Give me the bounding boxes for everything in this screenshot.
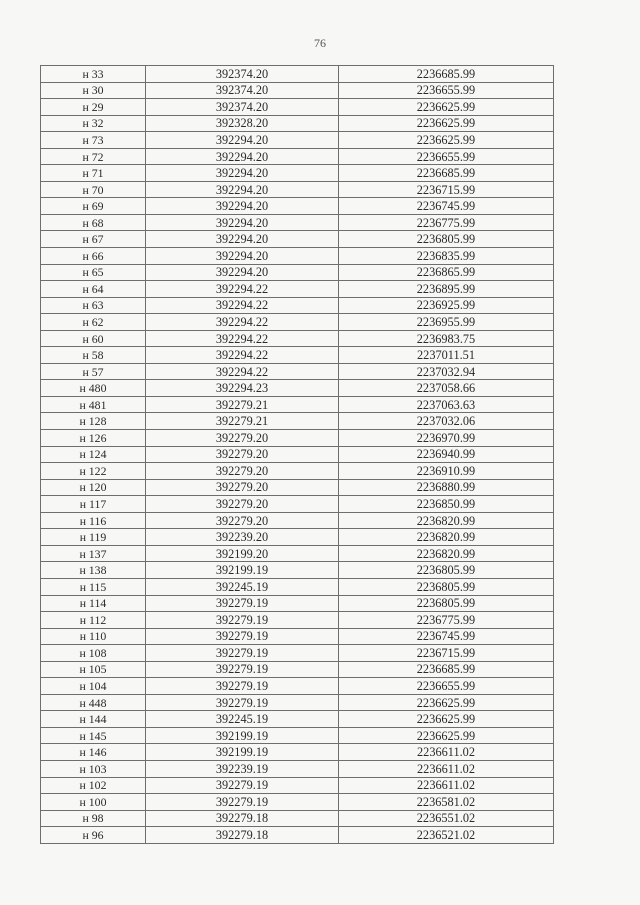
point-id-cell: н 110: [41, 628, 146, 645]
point-id-cell: н 103: [41, 760, 146, 777]
y-coordinate-cell: 2236685.99: [339, 66, 554, 83]
point-id-cell: н 68: [41, 214, 146, 231]
point-id-cell: н 30: [41, 82, 146, 99]
point-id-cell: н 116: [41, 512, 146, 529]
y-coordinate-cell: 2237032.06: [339, 413, 554, 430]
x-coordinate-cell: 392279.19: [146, 661, 339, 678]
x-coordinate-cell: 392279.19: [146, 794, 339, 811]
x-coordinate-cell: 392294.20: [146, 165, 339, 182]
table-row: [41, 760, 554, 777]
point-id-cell: н 117: [41, 496, 146, 513]
point-id-cell: н 29: [41, 99, 146, 116]
point-id-cell: н 67: [41, 231, 146, 248]
y-coordinate-cell: 2237058.66: [339, 380, 554, 397]
x-coordinate-cell: 392294.22: [146, 347, 339, 364]
table-row: [41, 496, 554, 513]
table-row: [41, 165, 554, 182]
y-coordinate-cell: 2236581.02: [339, 794, 554, 811]
y-coordinate-cell: 2236625.99: [339, 711, 554, 728]
x-coordinate-cell: 392294.22: [146, 363, 339, 380]
x-coordinate-cell: 392279.19: [146, 612, 339, 629]
x-coordinate-cell: 392294.22: [146, 330, 339, 347]
y-coordinate-cell: 2236685.99: [339, 661, 554, 678]
x-coordinate-cell: 392279.20: [146, 512, 339, 529]
coordinates-table: [40, 65, 554, 844]
x-coordinate-cell: 392279.18: [146, 810, 339, 827]
x-coordinate-cell: 392294.22: [146, 297, 339, 314]
x-coordinate-cell: 392279.19: [146, 595, 339, 612]
point-id-cell: н 32: [41, 115, 146, 132]
point-id-cell: н 104: [41, 678, 146, 695]
table-row: [41, 231, 554, 248]
table-row: [41, 297, 554, 314]
y-coordinate-cell: 2236925.99: [339, 297, 554, 314]
point-id-cell: н 60: [41, 330, 146, 347]
table-row: [41, 562, 554, 579]
y-coordinate-cell: 2236820.99: [339, 512, 554, 529]
y-coordinate-cell: 2236745.99: [339, 628, 554, 645]
y-coordinate-cell: 2236521.02: [339, 827, 554, 844]
y-coordinate-cell: 2236715.99: [339, 181, 554, 198]
y-coordinate-cell: 2236970.99: [339, 430, 554, 447]
x-coordinate-cell: 392279.19: [146, 694, 339, 711]
y-coordinate-cell: 2237063.63: [339, 396, 554, 413]
point-id-cell: н 66: [41, 248, 146, 265]
y-coordinate-cell: 2236910.99: [339, 463, 554, 480]
point-id-cell: н 481: [41, 396, 146, 413]
y-coordinate-cell: 2236625.99: [339, 727, 554, 744]
point-id-cell: н 112: [41, 612, 146, 629]
y-coordinate-cell: 2236625.99: [339, 99, 554, 116]
y-coordinate-cell: 2236625.99: [339, 694, 554, 711]
table-row: [41, 512, 554, 529]
point-id-cell: н 73: [41, 132, 146, 149]
x-coordinate-cell: 392374.20: [146, 99, 339, 116]
y-coordinate-cell: 2236850.99: [339, 496, 554, 513]
y-coordinate-cell: 2236895.99: [339, 281, 554, 298]
x-coordinate-cell: 392328.20: [146, 115, 339, 132]
x-coordinate-cell: 392199.19: [146, 727, 339, 744]
point-id-cell: н 144: [41, 711, 146, 728]
point-id-cell: н 108: [41, 645, 146, 662]
table-row: [41, 380, 554, 397]
table-row: [41, 612, 554, 629]
y-coordinate-cell: 2236715.99: [339, 645, 554, 662]
table-row: [41, 99, 554, 116]
x-coordinate-cell: 392239.19: [146, 760, 339, 777]
table-row: [41, 314, 554, 331]
table-row: [41, 678, 554, 695]
x-coordinate-cell: 392294.20: [146, 148, 339, 165]
table-row: [41, 446, 554, 463]
y-coordinate-cell: 2236655.99: [339, 82, 554, 99]
table-row: [41, 744, 554, 761]
y-coordinate-cell: 2236940.99: [339, 446, 554, 463]
x-coordinate-cell: 392294.20: [146, 264, 339, 281]
x-coordinate-cell: 392199.19: [146, 744, 339, 761]
table-row: [41, 82, 554, 99]
x-coordinate-cell: 392279.19: [146, 628, 339, 645]
point-id-cell: н 58: [41, 347, 146, 364]
point-id-cell: н 102: [41, 777, 146, 794]
table-row: [41, 827, 554, 844]
table-row: [41, 711, 554, 728]
x-coordinate-cell: 392294.20: [146, 231, 339, 248]
y-coordinate-cell: 2236745.99: [339, 198, 554, 215]
y-coordinate-cell: 2237032.94: [339, 363, 554, 380]
point-id-cell: н 70: [41, 181, 146, 198]
point-id-cell: н 71: [41, 165, 146, 182]
x-coordinate-cell: 392279.20: [146, 446, 339, 463]
point-id-cell: н 33: [41, 66, 146, 83]
point-id-cell: н 65: [41, 264, 146, 281]
point-id-cell: н 115: [41, 578, 146, 595]
table-row: [41, 363, 554, 380]
x-coordinate-cell: 392279.21: [146, 413, 339, 430]
table-row: [41, 578, 554, 595]
point-id-cell: н 146: [41, 744, 146, 761]
y-coordinate-cell: 2236611.02: [339, 777, 554, 794]
y-coordinate-cell: 2236775.99: [339, 612, 554, 629]
table-row: [41, 430, 554, 447]
table-row: [41, 214, 554, 231]
y-coordinate-cell: 2236835.99: [339, 248, 554, 265]
x-coordinate-cell: 392294.20: [146, 248, 339, 265]
table-row: [41, 413, 554, 430]
y-coordinate-cell: 2236625.99: [339, 115, 554, 132]
point-id-cell: н 145: [41, 727, 146, 744]
x-coordinate-cell: 392279.20: [146, 479, 339, 496]
table-row: [41, 396, 554, 413]
point-id-cell: н 100: [41, 794, 146, 811]
point-id-cell: н 62: [41, 314, 146, 331]
y-coordinate-cell: 2236820.99: [339, 545, 554, 562]
point-id-cell: н 128: [41, 413, 146, 430]
point-id-cell: н 126: [41, 430, 146, 447]
table-row: [41, 330, 554, 347]
x-coordinate-cell: 392245.19: [146, 711, 339, 728]
x-coordinate-cell: 392279.20: [146, 430, 339, 447]
table-row: [41, 132, 554, 149]
y-coordinate-cell: 2237011.51: [339, 347, 554, 364]
x-coordinate-cell: 392294.22: [146, 314, 339, 331]
y-coordinate-cell: 2236820.99: [339, 529, 554, 546]
table-row: [41, 645, 554, 662]
x-coordinate-cell: 392279.19: [146, 777, 339, 794]
table-row: [41, 148, 554, 165]
table-row: [41, 694, 554, 711]
table-row: [41, 727, 554, 744]
table-row: [41, 347, 554, 364]
y-coordinate-cell: 2236983.75: [339, 330, 554, 347]
point-id-cell: н 480: [41, 380, 146, 397]
point-id-cell: н 72: [41, 148, 146, 165]
x-coordinate-cell: 392245.19: [146, 578, 339, 595]
point-id-cell: н 122: [41, 463, 146, 480]
y-coordinate-cell: 2236685.99: [339, 165, 554, 182]
x-coordinate-cell: 392294.20: [146, 198, 339, 215]
x-coordinate-cell: 392294.20: [146, 181, 339, 198]
table-row: [41, 66, 554, 83]
y-coordinate-cell: 2236611.02: [339, 760, 554, 777]
point-id-cell: н 63: [41, 297, 146, 314]
table-row: [41, 661, 554, 678]
y-coordinate-cell: 2236611.02: [339, 744, 554, 761]
x-coordinate-cell: 392279.21: [146, 396, 339, 413]
table-row: [41, 794, 554, 811]
point-id-cell: н 120: [41, 479, 146, 496]
point-id-cell: н 98: [41, 810, 146, 827]
point-id-cell: н 119: [41, 529, 146, 546]
table-row: [41, 595, 554, 612]
x-coordinate-cell: 392199.19: [146, 562, 339, 579]
y-coordinate-cell: 2236805.99: [339, 231, 554, 248]
table-row: [41, 181, 554, 198]
y-coordinate-cell: 2236551.02: [339, 810, 554, 827]
x-coordinate-cell: 392294.23: [146, 380, 339, 397]
x-coordinate-cell: 392374.20: [146, 82, 339, 99]
y-coordinate-cell: 2236625.99: [339, 132, 554, 149]
table-row: [41, 248, 554, 265]
y-coordinate-cell: 2236805.99: [339, 578, 554, 595]
x-coordinate-cell: 392279.19: [146, 645, 339, 662]
point-id-cell: н 124: [41, 446, 146, 463]
x-coordinate-cell: 392374.20: [146, 66, 339, 83]
y-coordinate-cell: 2236775.99: [339, 214, 554, 231]
table-row: [41, 479, 554, 496]
table-row: [41, 545, 554, 562]
x-coordinate-cell: 392279.18: [146, 827, 339, 844]
point-id-cell: н 137: [41, 545, 146, 562]
table-row: [41, 463, 554, 480]
x-coordinate-cell: 392279.20: [146, 463, 339, 480]
point-id-cell: н 114: [41, 595, 146, 612]
point-id-cell: н 105: [41, 661, 146, 678]
page-number: 76: [314, 36, 326, 50]
x-coordinate-cell: 392294.22: [146, 281, 339, 298]
point-id-cell: н 57: [41, 363, 146, 380]
x-coordinate-cell: 392279.20: [146, 496, 339, 513]
x-coordinate-cell: 392294.20: [146, 132, 339, 149]
table-row: [41, 777, 554, 794]
point-id-cell: н 64: [41, 281, 146, 298]
y-coordinate-cell: 2236655.99: [339, 148, 554, 165]
point-id-cell: н 69: [41, 198, 146, 215]
table-row: [41, 115, 554, 132]
y-coordinate-cell: 2236805.99: [339, 595, 554, 612]
y-coordinate-cell: 2236655.99: [339, 678, 554, 695]
y-coordinate-cell: 2236805.99: [339, 562, 554, 579]
table-row: [41, 264, 554, 281]
point-id-cell: н 138: [41, 562, 146, 579]
table-row: [41, 281, 554, 298]
table-row: [41, 198, 554, 215]
y-coordinate-cell: 2236880.99: [339, 479, 554, 496]
y-coordinate-cell: 2236955.99: [339, 314, 554, 331]
y-coordinate-cell: 2236865.99: [339, 264, 554, 281]
table-row: [41, 810, 554, 827]
point-id-cell: н 96: [41, 827, 146, 844]
x-coordinate-cell: 392199.20: [146, 545, 339, 562]
table-row: [41, 529, 554, 546]
point-id-cell: н 448: [41, 694, 146, 711]
table-row: [41, 628, 554, 645]
x-coordinate-cell: 392279.19: [146, 678, 339, 695]
x-coordinate-cell: 392294.20: [146, 214, 339, 231]
coordinates-table-body: [41, 66, 554, 844]
x-coordinate-cell: 392239.20: [146, 529, 339, 546]
